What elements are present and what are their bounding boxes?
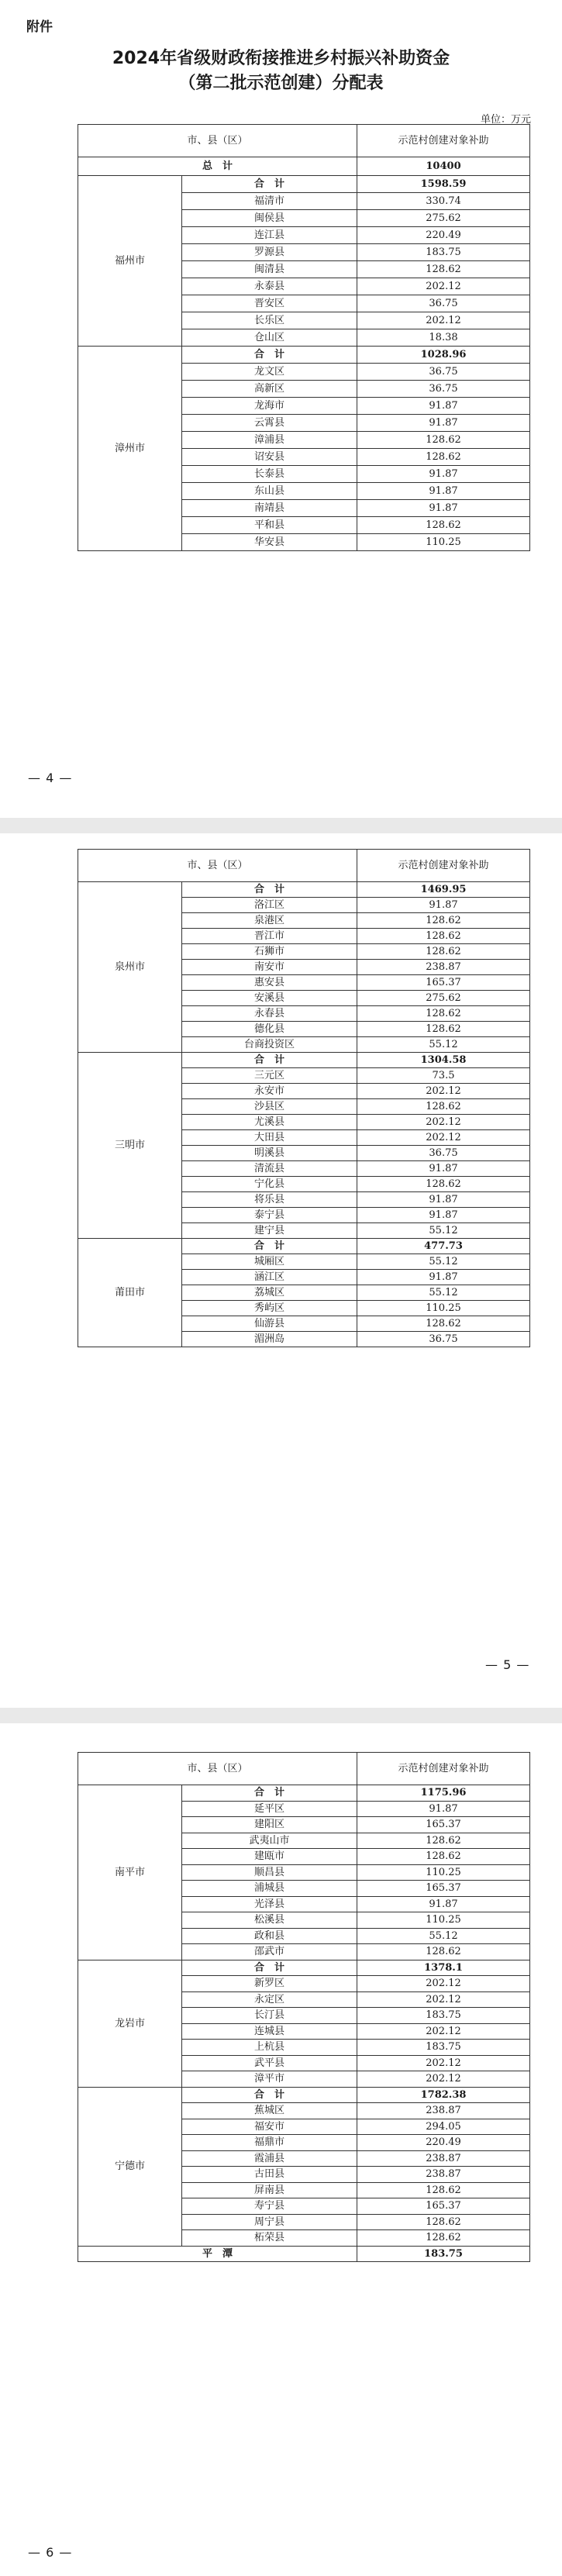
- county-value-cell: 110.25: [357, 1912, 530, 1929]
- county-value-cell: 202.12: [357, 2055, 530, 2071]
- county-name-cell: 荔城区: [182, 1285, 357, 1301]
- county-value-cell: 165.37: [357, 975, 530, 991]
- header-region-cell: 市、县（区）: [78, 850, 357, 882]
- county-name-cell: 诏安县: [182, 449, 357, 466]
- county-name-cell: 永安市: [182, 1084, 357, 1099]
- page-number: — 5 —: [485, 1657, 530, 1672]
- unit-label: 单位：万元: [480, 114, 531, 126]
- county-value-cell: 128.62: [357, 2182, 530, 2198]
- county-name-cell: 龙海市: [182, 398, 357, 415]
- county-name-cell: 东山县: [182, 483, 357, 500]
- county-value-cell: 36.75: [357, 1332, 530, 1347]
- county-value-cell: 128.62: [357, 944, 530, 960]
- county-value-cell: 202.12: [357, 2071, 530, 2088]
- pingtan-row: [78, 2246, 530, 2262]
- document-title-line1: 2024年省级财政衔接推进乡村振兴补助资金: [112, 49, 450, 68]
- subtotal-value: 1782.38: [357, 2087, 530, 2103]
- county-name-cell: 福安市: [182, 2119, 357, 2135]
- table-header-row: [78, 850, 530, 882]
- county-name-cell: 政和县: [182, 1928, 357, 1944]
- county-name-cell: 建宁县: [182, 1223, 357, 1239]
- county-value-cell: 91.87: [357, 1208, 530, 1223]
- county-name-cell: 霞浦县: [182, 2150, 357, 2167]
- county-value-cell: 128.62: [357, 449, 530, 466]
- county-value-cell: 128.62: [357, 1177, 530, 1192]
- county-value-cell: 36.75: [357, 1146, 530, 1161]
- county-value-cell: 36.75: [357, 381, 530, 398]
- county-name-cell: 宁化县: [182, 1177, 357, 1192]
- pingtan-value: 183.75: [357, 2246, 530, 2262]
- county-value-cell: 165.37: [357, 2198, 530, 2215]
- county-name-cell: 浦城县: [182, 1881, 357, 1897]
- county-name-cell: 龙文区: [182, 364, 357, 381]
- county-value-cell: 294.05: [357, 2119, 530, 2135]
- county-name-cell: 沙县区: [182, 1099, 357, 1115]
- page-number: — 4 —: [28, 771, 73, 785]
- county-name-cell: 三元区: [182, 1068, 357, 1084]
- attachment-label: 附件: [26, 19, 53, 35]
- county-name-cell: 永定区: [182, 1991, 357, 2008]
- county-value-cell: 36.75: [357, 295, 530, 312]
- subtotal-value: 1378.1: [357, 1960, 530, 1976]
- county-value-cell: 128.62: [357, 2214, 530, 2230]
- county-name-cell: 长汀县: [182, 2008, 357, 2024]
- county-name-cell: 漳平市: [182, 2071, 357, 2088]
- county-name-cell: 泰宁县: [182, 1208, 357, 1223]
- county-name-cell: 台商投资区: [182, 1037, 357, 1053]
- county-value-cell: 128.62: [357, 913, 530, 929]
- subtotal-label: 合 计: [182, 2087, 357, 2103]
- subtotal-value: 1598.59: [357, 176, 530, 193]
- county-name-cell: 石狮市: [182, 944, 357, 960]
- county-name-cell: 明溪县: [182, 1146, 357, 1161]
- subtotal-label: 合 计: [182, 1239, 357, 1254]
- county-name-cell: 连江县: [182, 227, 357, 244]
- county-value-cell: 73.5: [357, 1068, 530, 1084]
- subtotal-value: 1469.95: [357, 882, 530, 898]
- county-value-cell: 91.87: [357, 1192, 530, 1208]
- county-name-cell: 屏南县: [182, 2182, 357, 2198]
- county-name-cell: 安溪县: [182, 991, 357, 1006]
- county-value-cell: 91.87: [357, 415, 530, 432]
- city-name-cell: 福州市: [78, 176, 182, 347]
- county-name-cell: 漳浦县: [182, 432, 357, 449]
- county-value-cell: 55.12: [357, 1928, 530, 1944]
- county-value-cell: 220.49: [357, 227, 530, 244]
- county-value-cell: 202.12: [357, 1976, 530, 1992]
- county-value-cell: 110.25: [357, 1864, 530, 1881]
- county-name-cell: 长泰县: [182, 466, 357, 483]
- county-value-cell: 275.62: [357, 210, 530, 227]
- county-name-cell: 邵武市: [182, 1944, 357, 1960]
- county-value-cell: 128.62: [357, 261, 530, 278]
- allocation-table-page2: [78, 849, 530, 1347]
- county-name-cell: 武平县: [182, 2055, 357, 2071]
- county-name-cell: 建阳区: [182, 1817, 357, 1833]
- county-value-cell: 202.12: [357, 1991, 530, 2008]
- county-value-cell: 128.62: [357, 1022, 530, 1037]
- county-name-cell: 顺昌县: [182, 1864, 357, 1881]
- document-page-2: [0, 833, 562, 1708]
- county-name-cell: 上杭县: [182, 2040, 357, 2056]
- header-subsidy-cell: 示范村创建对象补助: [357, 850, 530, 882]
- county-value-cell: 128.62: [357, 1006, 530, 1022]
- county-value-cell: 128.62: [357, 1833, 530, 1849]
- county-value-cell: 110.25: [357, 1301, 530, 1316]
- county-value-cell: 91.87: [357, 1270, 530, 1285]
- county-value-cell: 202.12: [357, 1084, 530, 1099]
- county-name-cell: 德化县: [182, 1022, 357, 1037]
- city-name-cell: 莆田市: [78, 1239, 182, 1347]
- county-value-cell: 238.87: [357, 2167, 530, 2183]
- county-name-cell: 涵江区: [182, 1270, 357, 1285]
- city-subtotal-row: [78, 2087, 530, 2103]
- city-subtotal-row: [78, 1785, 530, 1802]
- city-name-cell: 龙岩市: [78, 1960, 182, 2087]
- allocation-table-page1: [78, 124, 530, 551]
- county-name-cell: 永春县: [182, 1006, 357, 1022]
- subtotal-label: 合 计: [182, 176, 357, 193]
- city-name-cell: 南平市: [78, 1785, 182, 1960]
- county-name-cell: 华安县: [182, 534, 357, 551]
- county-value-cell: 91.87: [357, 1896, 530, 1912]
- county-value-cell: 18.38: [357, 329, 530, 347]
- grand-total-value: 10400: [357, 157, 530, 176]
- county-value-cell: 91.87: [357, 1801, 530, 1817]
- county-name-cell: 洛江区: [182, 898, 357, 913]
- county-value-cell: 128.62: [357, 1099, 530, 1115]
- city-subtotal-row: [78, 347, 530, 364]
- county-name-cell: 惠安县: [182, 975, 357, 991]
- county-value-cell: 202.12: [357, 1130, 530, 1146]
- grand-total-row: [78, 157, 530, 176]
- subtotal-label: 合 计: [182, 882, 357, 898]
- county-name-cell: 平和县: [182, 517, 357, 534]
- county-name-cell: 建瓯市: [182, 1849, 357, 1865]
- subtotal-label: 合 计: [182, 1785, 357, 1802]
- county-name-cell: 新罗区: [182, 1976, 357, 1992]
- county-name-cell: 蕉城区: [182, 2103, 357, 2119]
- county-name-cell: 城厢区: [182, 1254, 357, 1270]
- county-value-cell: 91.87: [357, 483, 530, 500]
- county-value-cell: 128.62: [357, 1944, 530, 1960]
- county-value-cell: 91.87: [357, 500, 530, 517]
- pingtan-label: 平 潭: [78, 2246, 357, 2262]
- county-value-cell: 36.75: [357, 364, 530, 381]
- table-header-row: [78, 125, 530, 157]
- county-value-cell: 183.75: [357, 2040, 530, 2056]
- county-name-cell: 大田县: [182, 1130, 357, 1146]
- county-value-cell: 202.12: [357, 278, 530, 295]
- county-name-cell: 尤溪县: [182, 1115, 357, 1130]
- county-name-cell: 晋安区: [182, 295, 357, 312]
- county-name-cell: 连城县: [182, 2023, 357, 2040]
- county-value-cell: 238.87: [357, 960, 530, 975]
- county-name-cell: 罗源县: [182, 244, 357, 261]
- subtotal-value: 1028.96: [357, 347, 530, 364]
- county-value-cell: 91.87: [357, 898, 530, 913]
- header-subsidy-cell: 示范村创建对象补助: [357, 1753, 530, 1785]
- city-subtotal-row: [78, 1960, 530, 1976]
- county-name-cell: 周宁县: [182, 2214, 357, 2230]
- county-value-cell: 128.62: [357, 1316, 530, 1332]
- county-value-cell: 202.12: [357, 2023, 530, 2040]
- county-value-cell: 55.12: [357, 1254, 530, 1270]
- county-name-cell: 松溪县: [182, 1912, 357, 1929]
- county-value-cell: 183.75: [357, 2008, 530, 2024]
- county-name-cell: 晋江市: [182, 929, 357, 944]
- county-name-cell: 泉港区: [182, 913, 357, 929]
- county-name-cell: 秀屿区: [182, 1301, 357, 1316]
- county-value-cell: 238.87: [357, 2150, 530, 2167]
- subtotal-value: 1304.58: [357, 1053, 530, 1068]
- city-name-cell: 泉州市: [78, 882, 182, 1053]
- subtotal-value: 1175.96: [357, 1785, 530, 1802]
- document-page-3: [0, 1723, 562, 2576]
- county-name-cell: 福清市: [182, 193, 357, 210]
- county-name-cell: 古田县: [182, 2167, 357, 2183]
- county-value-cell: 128.62: [357, 2230, 530, 2247]
- county-name-cell: 寿宁县: [182, 2198, 357, 2215]
- county-name-cell: 长乐区: [182, 312, 357, 329]
- county-value-cell: 202.12: [357, 1115, 530, 1130]
- subtotal-label: 合 计: [182, 347, 357, 364]
- subtotal-value: 477.73: [357, 1239, 530, 1254]
- city-name-cell: 漳州市: [78, 347, 182, 551]
- county-value-cell: 128.62: [357, 929, 530, 944]
- grand-total-label: 总 计: [78, 157, 357, 176]
- allocation-table-page3: [78, 1752, 530, 2262]
- city-subtotal-row: [78, 1053, 530, 1068]
- county-value-cell: 165.37: [357, 1881, 530, 1897]
- table-header-row: [78, 1753, 530, 1785]
- county-name-cell: 福鼎市: [182, 2135, 357, 2151]
- county-value-cell: 128.62: [357, 432, 530, 449]
- county-value-cell: 55.12: [357, 1037, 530, 1053]
- city-subtotal-row: [78, 1239, 530, 1254]
- county-name-cell: 仙游县: [182, 1316, 357, 1332]
- county-value-cell: 275.62: [357, 991, 530, 1006]
- header-region-cell: 市、县（区）: [78, 1753, 357, 1785]
- county-name-cell: 将乐县: [182, 1192, 357, 1208]
- county-name-cell: 仓山区: [182, 329, 357, 347]
- header-region-cell: 市、县（区）: [78, 125, 357, 157]
- county-name-cell: 武夷山市: [182, 1833, 357, 1849]
- county-value-cell: 202.12: [357, 312, 530, 329]
- document-title-line2: （第二批示范创建）分配表: [178, 74, 384, 93]
- county-value-cell: 91.87: [357, 1161, 530, 1177]
- county-value-cell: 128.62: [357, 1849, 530, 1865]
- county-name-cell: 永泰县: [182, 278, 357, 295]
- county-name-cell: 南安市: [182, 960, 357, 975]
- document-page-1: [0, 0, 562, 818]
- city-name-cell: 宁德市: [78, 2087, 182, 2246]
- header-subsidy-cell: 示范村创建对象补助: [357, 125, 530, 157]
- county-name-cell: 闽清县: [182, 261, 357, 278]
- page-number: — 6 —: [28, 2545, 73, 2560]
- county-value-cell: 220.49: [357, 2135, 530, 2151]
- county-name-cell: 湄洲岛: [182, 1332, 357, 1347]
- county-name-cell: 光泽县: [182, 1896, 357, 1912]
- city-name-cell: 三明市: [78, 1053, 182, 1239]
- county-value-cell: 91.87: [357, 466, 530, 483]
- county-name-cell: 延平区: [182, 1801, 357, 1817]
- county-value-cell: 165.37: [357, 1817, 530, 1833]
- county-value-cell: 55.12: [357, 1285, 530, 1301]
- county-name-cell: 柘荣县: [182, 2230, 357, 2247]
- county-name-cell: 南靖县: [182, 500, 357, 517]
- city-subtotal-row: [78, 176, 530, 193]
- subtotal-label: 合 计: [182, 1053, 357, 1068]
- county-value-cell: 110.25: [357, 534, 530, 551]
- county-value-cell: 55.12: [357, 1223, 530, 1239]
- county-value-cell: 238.87: [357, 2103, 530, 2119]
- subtotal-label: 合 计: [182, 1960, 357, 1976]
- city-subtotal-row: [78, 882, 530, 898]
- county-name-cell: 闽侯县: [182, 210, 357, 227]
- county-value-cell: 330.74: [357, 193, 530, 210]
- county-value-cell: 183.75: [357, 244, 530, 261]
- county-name-cell: 清流县: [182, 1161, 357, 1177]
- county-name-cell: 云霄县: [182, 415, 357, 432]
- county-value-cell: 91.87: [357, 398, 530, 415]
- county-name-cell: 高新区: [182, 381, 357, 398]
- county-value-cell: 128.62: [357, 517, 530, 534]
